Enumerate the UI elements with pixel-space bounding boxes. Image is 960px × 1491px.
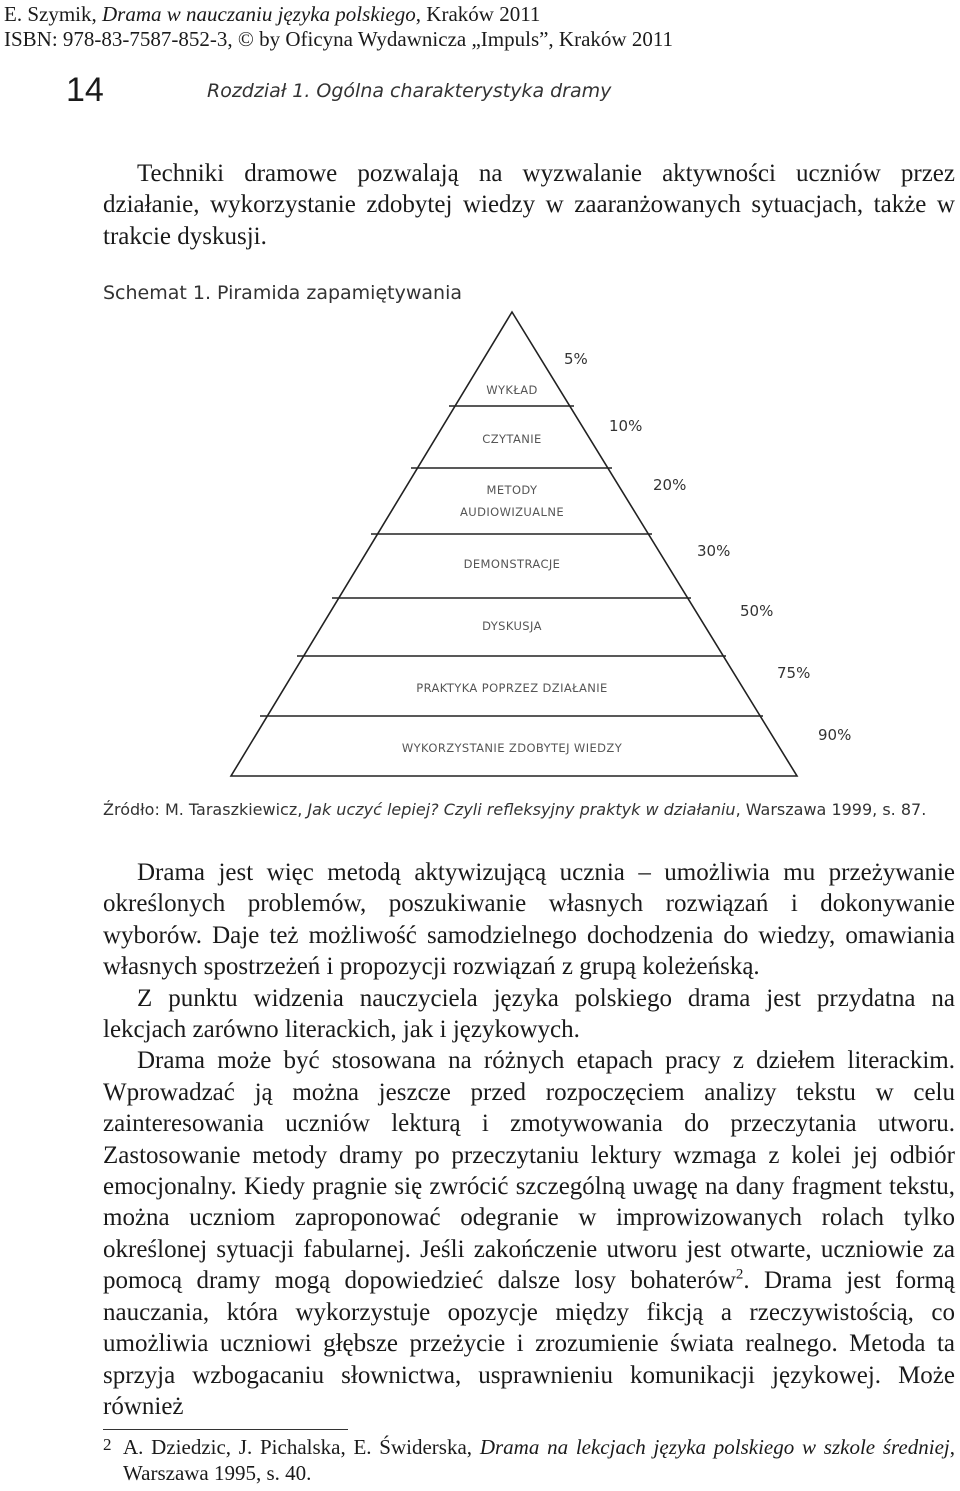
percent-5: 5% [564, 350, 588, 368]
schema-caption: Schemat 1. Piramida zapamiętywania [103, 282, 462, 304]
page-number: 14 [66, 71, 104, 109]
source-suffix: , Warszawa 1999, s. 87. [735, 800, 927, 819]
body-paragraph-1: Drama jest więc metodą aktywizującą ucznia – umożliwia mu przeżywanie określonych problemów, poszukiwanie własnych rozwiązań i dokonywanie wyborów. Daje też możliwość samodzielnego dochodzenia do wiedzy, omawiania własnych spostrzeżeń i propozycji rozwiązań z grupą koleżeńską. [103, 859, 955, 981]
level-label-reading: CZYTANIE [482, 432, 542, 446]
level-label-lecture: WYKŁAD [486, 383, 538, 397]
footnote-title: Drama na lekcjach języka polskiego w szkole średniej [479, 1435, 950, 1459]
level-label-audiovisual-2: AUDIOWIZUALNE [460, 505, 564, 519]
publisher-city-year: , Kraków 2011 [415, 2, 541, 26]
source-title: Jak uczyć lepiej? Czyli refleksyjny praktyk w działaniu [307, 800, 736, 819]
body-paragraph-3-part1: Drama może być stosowana na różnych etapach pracy z dziełem literackim. Wprowadzać ją można jeszcze przed rozpoczęciem analizy tekstu w celu zainteresowania uczniów lekturą i zmotywowania do przeczytania utworu. Zastosowanie metody dramy po przeczytaniu lektury wzmaga z kolei jej odbiór emocjonalny. Kiedy pragnie się zwrócić szczególną uwagę na dany fragment tekstu, można uczniom zaproponować odegranie w improwizowanych rolach tylko określonej sytuacji fabularnej. Jeśli zakończenie utworu jest otwarte, uczniowie za pomocą dramy mogą dopowiedzieć dalsze losy bohaterów [103, 1047, 955, 1295]
percent-75: 75% [777, 664, 811, 682]
level-label-audiovisual-1: METODY [486, 483, 538, 497]
level-label-demonstration: DEMONSTRACJE [463, 557, 561, 571]
percent-50: 50% [740, 602, 774, 620]
footnote-authors: A. Dziedzic, J. Pichalska, E. Świderska, [123, 1435, 480, 1459]
percent-10: 10% [609, 417, 643, 435]
isbn-line: ISBN: 978-83-7587-852-3, © by Oficyna Wydawnicza „Impuls”, Kraków 2011 [4, 27, 674, 51]
intro-text: Techniki dramowe pozwalają na wyzwalanie aktywności uczniów przez działanie, wykorzystanie zdobytej wiedzy w zaaranżowanych sytuacjach, także w trakcie dyskusji. [103, 160, 955, 250]
percent-20: 20% [653, 476, 687, 494]
body-paragraph-3-part2: . Drama jest formą nauczania, która wykorzystuje opozycje między fikcją a rzeczywistością, co umożliwia uczniowi głębsze przeżycie i zrozumienie świata realnego. Metoda ta sprzyja wzbogacaniu słownictwa, usprawnieniu komunikacji językowej. Może również [103, 1267, 955, 1420]
percent-30: 30% [697, 542, 731, 560]
footnote-text [123, 1434, 955, 1486]
chapter-title: Rozdział 1. Ogólna charakterystyka dramy [207, 80, 612, 102]
level-label-applying-knowledge: WYKORZYSTANIE ZDOBYTEJ WIEDZY [401, 741, 623, 755]
footnote [103, 1434, 955, 1486]
book-title: Drama w nauczaniu języka polskiego [102, 2, 416, 26]
percent-90: 90% [818, 726, 852, 744]
body-paragraph-2: Z punktu widzenia nauczyciela języka polskiego drama jest przydatna na lekcjach zarówno literackich, jak i językowych. [103, 984, 955, 1044]
body-paragraph-3 [103, 1045, 955, 1422]
footnote-number: 2 [103, 1435, 112, 1454]
level-label-discussion: DYSKUSJA [482, 619, 542, 633]
footnote-reference: 2 [735, 1266, 744, 1283]
source-prefix: Źródło: M. Taraszkiewicz, [103, 800, 308, 819]
schema-source [103, 800, 926, 819]
author: E. Szymik, [4, 2, 102, 26]
footnote-rest: , Warszawa 1995, s. 40. [123, 1435, 955, 1485]
body-text [103, 857, 955, 1422]
footnote-rule [103, 1429, 348, 1430]
level-label-practice: PRAKTYKA POPRZEZ DZIAŁANIE [416, 681, 608, 695]
